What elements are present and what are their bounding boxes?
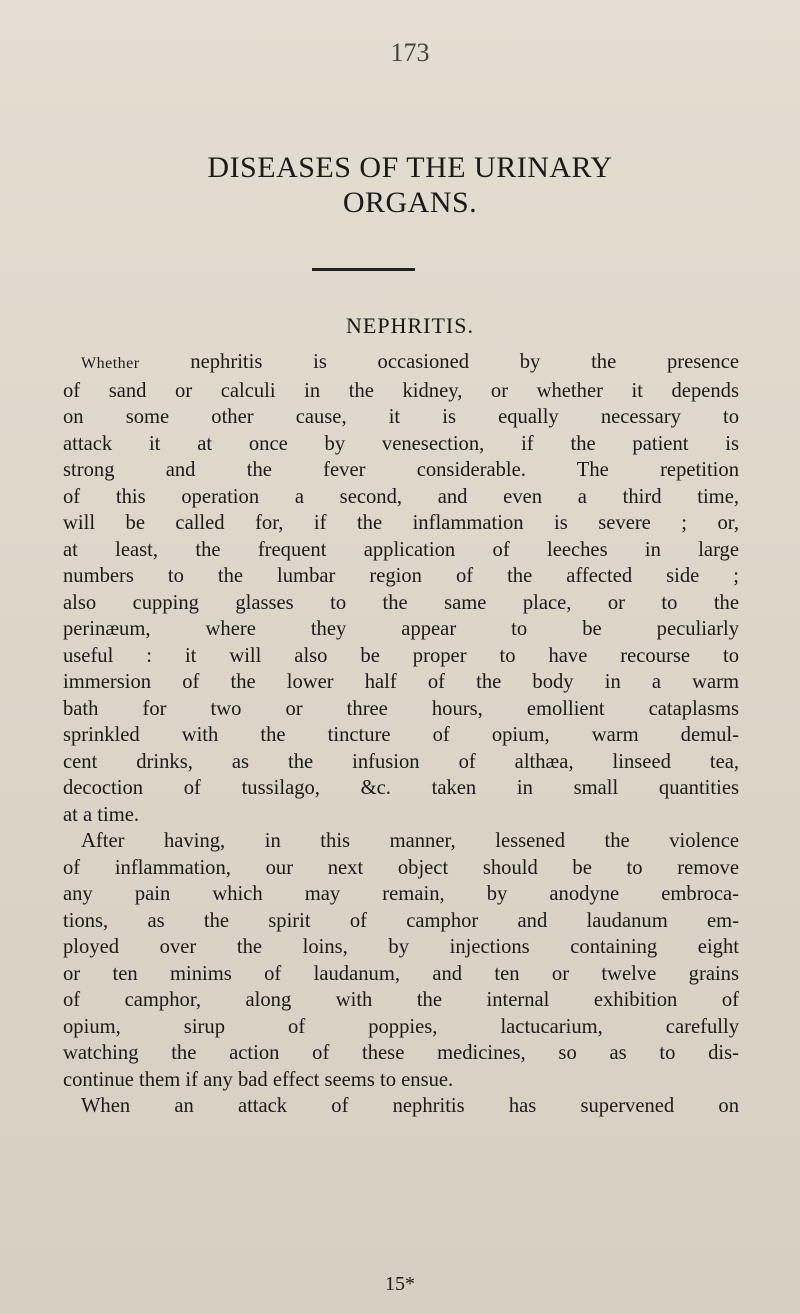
text-line: or ten minims of laudanum, and ten or twelve grains xyxy=(63,962,739,985)
signature-mark: 15* xyxy=(385,1273,415,1295)
text-line: of camphor, along with the internal exhibition of xyxy=(63,989,739,1011)
paragraph-1 xyxy=(63,349,739,828)
text-line: of sand or calculi in the kidney, or whether it depends xyxy=(63,379,739,402)
text-line: opium, sirup of poppies, lactucarium, carefully xyxy=(63,1015,739,1038)
text-line: perinæum, where they appear to be peculiarly xyxy=(63,618,739,640)
text-line: bath for two or three hours, emollient cataplasms xyxy=(63,697,739,720)
title-rule xyxy=(312,268,415,271)
dropcap-word: Whether xyxy=(81,355,140,372)
text-line: any pain which may remain, by anodyne embroca- xyxy=(63,883,739,905)
text-line: useful : it will also be proper to have recourse to xyxy=(63,644,739,667)
text-line: immersion of the lower half of the body in a warm xyxy=(63,671,739,693)
text-line: tions, as the spirit of camphor and laudanum em- xyxy=(63,909,739,932)
text-line: will be called for, if the inflammation is severe ; or, xyxy=(63,512,739,534)
text-line: ployed over the loins, by injections containing eight xyxy=(63,936,739,958)
body-text xyxy=(63,349,739,1120)
text-line: of inflammation, our next object should be to remove xyxy=(63,856,739,879)
text-line: at least, the frequent application of leeches in large xyxy=(63,538,739,561)
text-line: attack it at once by venesection, if the patient is xyxy=(63,432,739,455)
chapter-title xyxy=(70,150,750,220)
text-line: cent drinks, as the infusion of althæa, linseed tea, xyxy=(63,750,739,773)
text-line: of this operation a second, and even a third time, xyxy=(63,485,739,508)
page-number: 173 xyxy=(390,38,430,67)
paragraph-3 xyxy=(63,1093,739,1120)
paragraph-2 xyxy=(63,828,739,1093)
text-line: decoction of tussilago, &c. taken in small quantities xyxy=(63,777,739,799)
chapter-title-line-1: DISEASES OF THE URINARY xyxy=(207,151,613,184)
chapter-title-line-2: ORGANS. xyxy=(342,186,478,219)
text-line: on some other cause, it is equally necessary to xyxy=(63,406,739,428)
text-line: strong and the fever considerable. The repetition xyxy=(63,459,739,481)
text-line: After having, in this manner, lessened the violence xyxy=(81,830,739,852)
section-title: NEPHRITIS. xyxy=(346,313,474,338)
text-line: Whether nephritis is occasioned by the presence xyxy=(81,351,739,373)
text-line: sprinkled with the tincture of opium, warm demul- xyxy=(63,724,739,746)
text-line: also cupping glasses to the same place, or to the xyxy=(63,591,739,614)
text-line: numbers to the lumbar region of the affected side ; xyxy=(63,565,739,587)
text-line: at a time. xyxy=(63,803,140,826)
text-line: watching the action of these medicines, so as to dis- xyxy=(63,1042,739,1064)
text-line: When an attack of nephritis has supervened on xyxy=(81,1095,739,1117)
text-line: continue them if any bad effect seems to ensue. xyxy=(63,1068,454,1091)
